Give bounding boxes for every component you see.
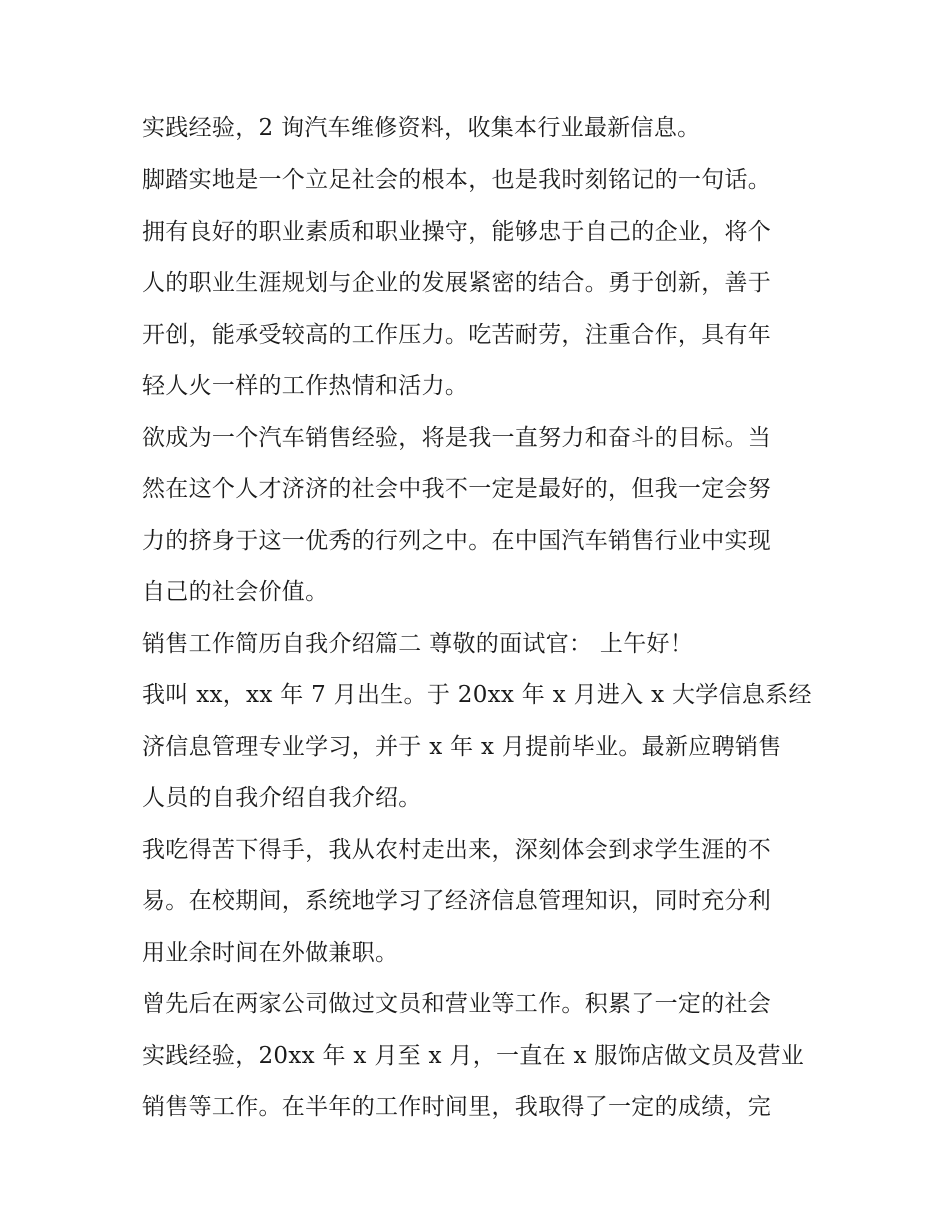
text-line: 人的职业生涯规划与企业的发展紧密的结合。勇于创新，善于 bbox=[142, 270, 772, 296]
text-line: 开创，能承受较高的工作压力。吃苦耐劳，注重合作，具有年 bbox=[142, 322, 772, 348]
text-line: 然在这个人才济济的社会中我不一定是最好的，但我一定会努 bbox=[142, 476, 772, 502]
text-line: 易。在校期间，系统地学习了经济信息管理知识，同时充分利 bbox=[142, 888, 772, 914]
text-line: 济信息管理专业学习，并于 x 年 x 月提前毕业。最新应聘销售 bbox=[142, 734, 782, 760]
text-line: 拥有良好的职业素质和职业操守，能够忠于自己的企业，将个 bbox=[142, 219, 772, 245]
text-line: 力的挤身于这一优秀的行列之中。在中国汽车销售行业中实现 bbox=[142, 528, 772, 554]
text-line: 我吃得苦下得手，我从农村走出来，深刻体会到求学生涯的不 bbox=[142, 837, 772, 863]
heading-line: 销售工作简历自我介绍篇二 尊敬的面试官： 上午好！ bbox=[142, 631, 694, 657]
text-line: 实践经验，2 询汽车维修资料，收集本行业最新信息。 bbox=[142, 115, 701, 141]
text-line: 欲成为一个汽车销售经验，将是我一直努力和奋斗的目标。当 bbox=[142, 425, 772, 451]
text-line: 轻人火一样的工作热情和活力。 bbox=[142, 373, 469, 399]
text-line: 曾先后在两家公司做过文员和营业等工作。积累了一定的社会 bbox=[142, 991, 772, 1017]
text-line: 我叫 xx，xx 年 7 月出生。于 20xx 年 x 月进入 x 大学信息系经 bbox=[142, 682, 812, 708]
text-line: 实践经验，20xx 年 x 月至 x 月，一直在 x 服饰店做文员及营业 bbox=[142, 1043, 805, 1069]
text-line: 人员的自我介绍自我介绍。 bbox=[142, 785, 422, 811]
text-line: 用业余时间在外做兼职。 bbox=[142, 940, 399, 966]
text-line: 销售等工作。在半年的工作时间里，我取得了一定的成绩，完 bbox=[142, 1094, 772, 1120]
text-line: 自己的社会价值。 bbox=[142, 579, 329, 605]
text-line: 脚踏实地是一个立足社会的根本，也是我时刻铭记的一句话。 bbox=[142, 167, 772, 193]
